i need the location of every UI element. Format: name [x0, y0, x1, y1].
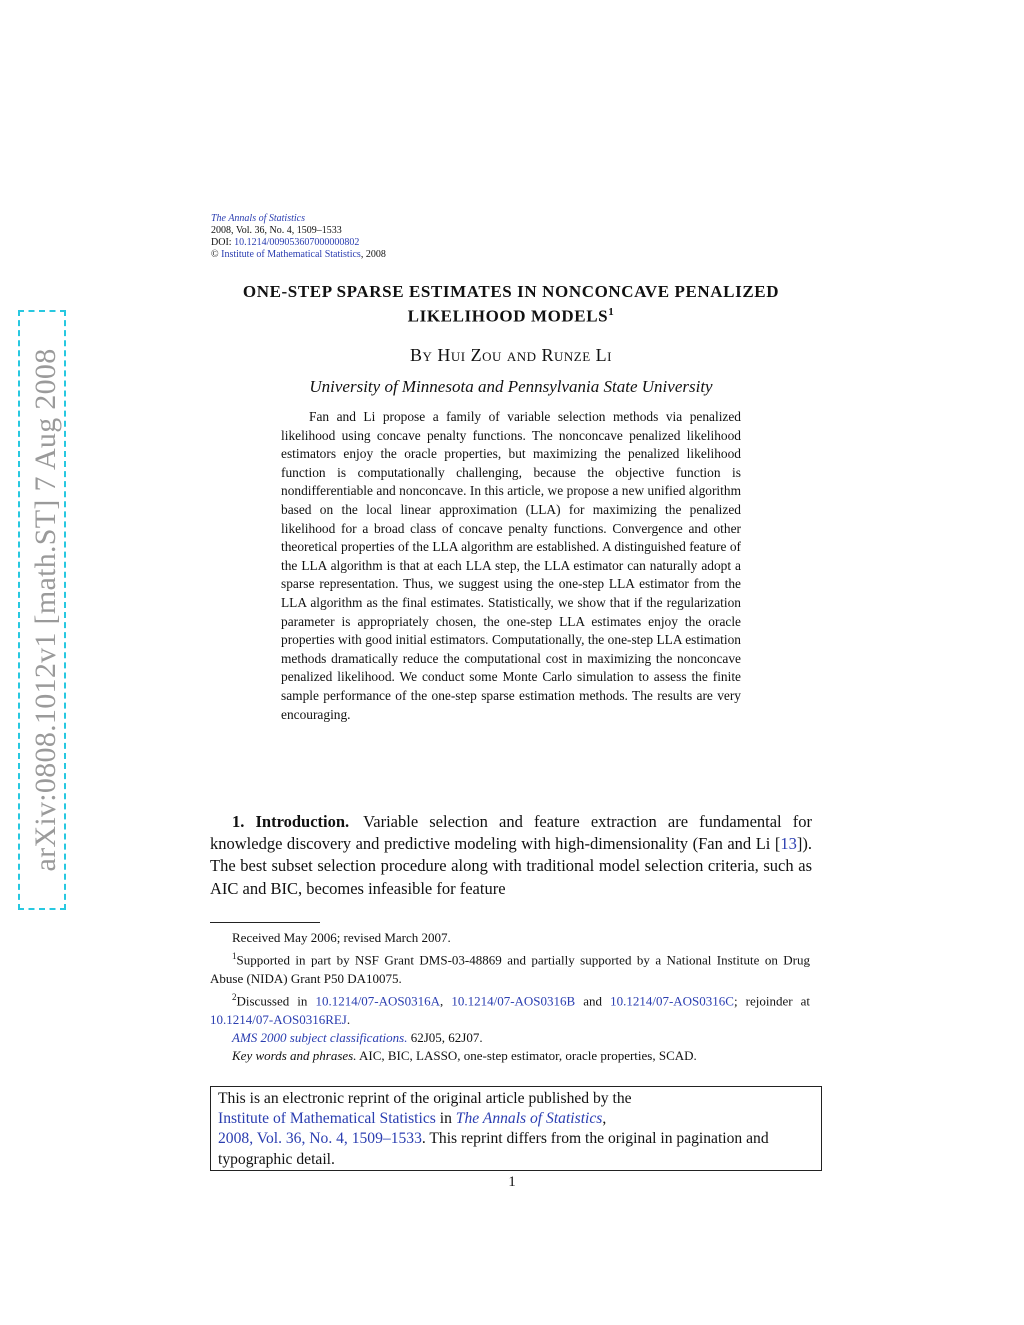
ams-classification-link[interactable]: AMS 2000 subject classifications.: [232, 1030, 408, 1046]
copyright-holder-link[interactable]: Institute of Mathematical Statistics: [221, 249, 361, 260]
reprint-volume-link[interactable]: 2008, Vol. 36, No. 4, 1509–1533: [218, 1130, 422, 1148]
discussion-link-b[interactable]: 10.1214/07-AOS0316B: [451, 993, 576, 1009]
footnote-1-mark: 1: [232, 951, 237, 962]
footnote-2-sep-1: ,: [440, 993, 452, 1009]
doi-label: DOI:: [211, 237, 235, 248]
doi-link[interactable]: 10.1214/009053607000000802: [234, 237, 360, 248]
received-note: Received May 2006; revised March 2007.: [232, 930, 451, 945]
section-heading: 1. Introduction.: [232, 812, 350, 831]
intro-text-2: ]). The best subset selection procedure along with traditional model selection criteria, such as AIC and BIC, becomes infeasible for feature: [210, 834, 812, 898]
reprint-line-1: This is an electronic reprint of the original article published by the: [218, 1090, 632, 1107]
introduction-paragraph: [210, 811, 812, 900]
arxiv-identifier: arXiv:0808.1012v1 [math.ST] 7 Aug 2008: [29, 348, 62, 872]
title-line-2: LIKELIHOOD MODELS: [407, 306, 609, 326]
reprint-institute-link[interactable]: Institute of Mathematical Statistics: [218, 1110, 436, 1128]
ams-codes: 62J05, 62J07.: [407, 1030, 483, 1046]
reprint-in: in: [435, 1110, 456, 1128]
keywords: [210, 1047, 810, 1065]
footnote-1: [210, 947, 810, 988]
keywords-label: Key words and phrases.: [232, 1048, 357, 1064]
keywords-list: AIC, BIC, LASSO, one-step estimator, oracle properties, SCAD.: [356, 1048, 697, 1064]
title-footnote-mark: 1: [608, 306, 615, 318]
ams-classification: [210, 1029, 810, 1047]
abstract: Fan and Li propose a family of variable selection methods via penalized likelihood using concave penalty functions. The nonconcave penalized likelihood estimators enjoy the oracle properties, but maximizing the penalized likelihood function is computationally challenging, because the objective function is nondifferentiable and nonconcave. In this article, we propose a new unified algorithm based on the local linear approximation (LLA) for maximizing the penalized likelihood for a broad class of concave penalty functions. Convergence and other theoretical properties of the LLA algorithm are established. A distinguished feature of the LLA algorithm is that at each LLA step, the LLA estimator can naturally adopt a sparse representation. Thus, we suggest using the one-step LLA estimator from the LLA algorithm as the final estimates. Statistically, we show that if the regularization parameter is appropriately chosen, the one-step LLA estimates enjoy the oracle properties with good initial estimators. Computationally, the one-step LLA estimation methods dramatically reduce the computational cost in maximizing the nonconcave penalized likelihood. We conduct some Monte Carlo simulation to assess the finite sample performance of the one-step sparse estimation methods. The results are very encouraging.: [281, 409, 741, 722]
journal-name-link[interactable]: The Annals of Statistics: [211, 213, 305, 224]
footnote-2: [210, 988, 810, 1029]
affiliation: University of Minnesota and Pennsylvania State University: [309, 377, 713, 396]
title-line-1: ONE-STEP SPARSE ESTIMATES IN NONCONCAVE PENALIZED: [242, 282, 780, 301]
citation-link[interactable]: 13: [780, 834, 797, 854]
reprint-rest: . This reprint differs from the original in pagination and typographic detail.: [218, 1130, 769, 1168]
footnote-2-mark: 2: [232, 992, 237, 1003]
reprint-comma: ,: [602, 1110, 607, 1128]
reprint-journal-link[interactable]: The Annals of Statistics: [455, 1110, 603, 1128]
footnote-2-prefix: Discussed in: [236, 993, 316, 1009]
page-number: 1: [508, 1174, 516, 1190]
discussion-link-c[interactable]: 10.1214/07-AOS0316C: [610, 993, 734, 1009]
rejoinder-link[interactable]: 10.1214/07-AOS0316REJ: [210, 1011, 347, 1027]
footnote-2-sep-3: ; rejoinder at: [733, 993, 810, 1009]
copyright-symbol: ©: [211, 249, 219, 260]
copyright-year: , 2008: [360, 249, 386, 260]
journal-header: [211, 213, 386, 261]
intro-text-1: Variable selection and feature extraction are fundamental for knowledge discovery and predictive modeling with high-dimensionality (Fan and Li [: [210, 812, 812, 854]
footnote-divider: [210, 922, 320, 923]
footnote-2-sep-2: and: [575, 993, 611, 1009]
paper-title: [200, 281, 822, 327]
authors: By Hui Zou and Runze Li: [409, 345, 613, 365]
footnote-1-text: Supported in part by NSF Grant DMS-03-48869 and partially supported by a National Institute on Drug Abuse (NIDA) Grant P50 DA10075.: [210, 952, 810, 986]
footnote-2-end: .: [346, 1011, 351, 1027]
reprint-notice-box: [210, 1086, 822, 1171]
discussion-link-a[interactable]: 10.1214/07-AOS0316A: [315, 993, 441, 1009]
journal-volume: 2008, Vol. 36, No. 4, 1509–1533: [211, 225, 342, 236]
footnotes: [210, 929, 810, 1066]
